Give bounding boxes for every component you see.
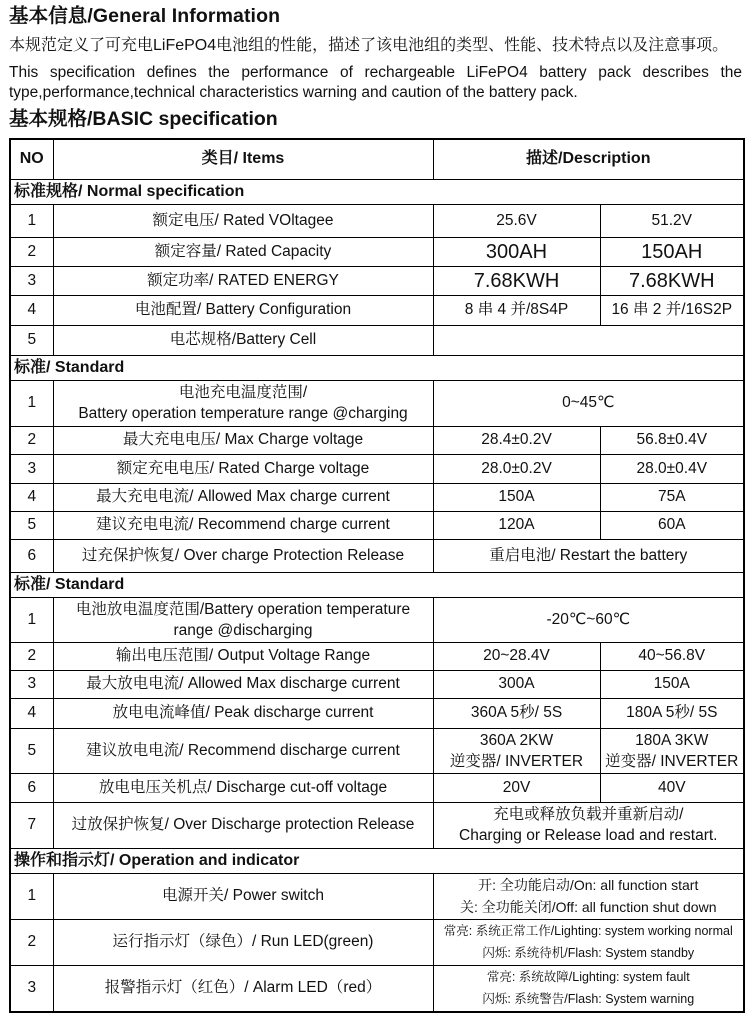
section-row-normal-specification <box>10 179 744 204</box>
value-cell-1: 20V <box>433 773 600 802</box>
table-row <box>10 698 744 728</box>
no-cell: 3 <box>10 670 53 698</box>
no-cell: 1 <box>10 380 53 426</box>
heading-basic-specification: 基本规格/BASIC specification <box>9 108 278 130</box>
no-cell: 4 <box>10 698 53 728</box>
value-cell-merged <box>433 965 744 1012</box>
no-cell: 5 <box>10 511 53 539</box>
item-cell: 运行指示灯（绿色）/ Run LED(green) <box>53 919 433 965</box>
no-cell: 3 <box>10 965 53 1012</box>
item-cell: 过放保护恢复/ Over Discharge protection Release <box>53 802 433 848</box>
value-cell-2: 150A <box>600 670 744 698</box>
col-header-description: 描述/Description <box>433 139 744 179</box>
no-cell: 3 <box>10 266 53 295</box>
value-line: 180A 3KW <box>635 731 709 749</box>
value-cell-2: 60A <box>600 511 744 539</box>
value-cell-merged <box>433 802 744 848</box>
value-cell-merged <box>433 873 744 919</box>
value-cell-merged: 重启电池/ Restart the battery <box>433 539 744 572</box>
value-cell-merged: 0~45℃ <box>433 380 744 426</box>
value-cell-1: 120A <box>433 511 600 539</box>
table-row <box>10 965 744 1012</box>
item-cell: 建议放电电流/ Recommend discharge current <box>53 728 433 773</box>
item-line: 电池放电温度范围/Battery operation temperature <box>75 600 411 618</box>
value-cell-2: 51.2V <box>600 204 744 237</box>
section-title: 操作和指示灯/ Operation and indicator <box>10 848 744 873</box>
value-cell-1: 150A <box>433 483 600 511</box>
item-cell: 放电电压关机点/ Discharge cut-off voltage <box>53 773 433 802</box>
value-line: 常亮: 系统故障/Lighting: system fault <box>486 970 690 985</box>
table-row <box>10 919 744 965</box>
no-cell: 7 <box>10 802 53 848</box>
value-line: 闪烁: 系统待机/Flash: System standby <box>482 946 695 960</box>
value-cell-1: 28.0±0.2V <box>433 454 600 483</box>
item-cell: 额定容量/ Rated Capacity <box>53 237 433 266</box>
value-cell-1: 8 串 4 并/8S4P <box>433 295 600 325</box>
item-cell: 电源开关/ Power switch <box>53 873 433 919</box>
section-title: 标准规格/ Normal specification <box>10 179 744 204</box>
table-row <box>10 597 744 642</box>
no-cell: 2 <box>10 919 53 965</box>
item-cell: 输出电压范围/ Output Voltage Range <box>53 642 433 670</box>
section-title: 标准/ Standard <box>10 572 744 597</box>
no-cell: 1 <box>10 204 53 237</box>
table-row <box>10 642 744 670</box>
item-cell: 最大充电电流/ Allowed Max charge current <box>53 483 433 511</box>
item-line: 电池充电温度范围/ <box>178 384 308 401</box>
table-row <box>10 802 744 848</box>
table-row <box>10 204 744 237</box>
item-cell: 电芯规格/Battery Cell <box>53 325 433 355</box>
value-cell-2: 7.68KWH <box>600 266 744 295</box>
table-header-row <box>10 139 744 179</box>
value-cell-merged <box>433 325 744 355</box>
value-cell-1: 28.4±0.2V <box>433 426 600 454</box>
table-row <box>10 511 744 539</box>
spec-table <box>9 138 745 1013</box>
value-line: Charging or Release load and restart. <box>459 827 718 844</box>
value-cell-2: 75A <box>600 483 744 511</box>
item-cell: 额定充电电压/ Rated Charge voltage <box>53 454 433 483</box>
section-row-operation-indicator <box>10 848 744 873</box>
table-row <box>10 773 744 802</box>
section-row-standard-charge <box>10 355 744 380</box>
table-row <box>10 380 744 426</box>
value-line: 360A 2KW <box>479 731 554 749</box>
no-cell: 6 <box>10 539 53 572</box>
no-cell: 2 <box>10 426 53 454</box>
value-cell-2: 40~56.8V <box>600 642 744 670</box>
value-line: 关: 全功能关闭/Off: all function shut down <box>459 899 717 915</box>
no-cell: 2 <box>10 237 53 266</box>
no-cell: 3 <box>10 454 53 483</box>
table-row <box>10 539 744 572</box>
value-cell-1: 300AH <box>433 237 600 266</box>
item-cell: 建议充电电流/ Recommend charge current <box>53 511 433 539</box>
no-cell: 5 <box>10 325 53 355</box>
value-cell-1: 360A 5秒/ 5S <box>433 698 600 728</box>
value-cell-2: 16 串 2 并/16S2P <box>600 295 744 325</box>
value-cell-2: 180A 5秒/ 5S <box>600 698 744 728</box>
no-cell: 1 <box>10 597 53 642</box>
table-row <box>10 873 744 919</box>
value-cell-1: 25.6V <box>433 204 600 237</box>
table-row <box>10 670 744 698</box>
item-line: Battery operation temperature range @charging <box>78 405 408 422</box>
value-line: 闪烁: 系统警告/Flash: System warning <box>482 992 695 1007</box>
item-cell: 额定电压/ Rated VOltagee <box>53 204 433 237</box>
value-cell-1: 7.68KWH <box>433 266 600 295</box>
table-row <box>10 483 744 511</box>
item-cell: 额定功率/ RATED ENERGY <box>53 266 433 295</box>
no-cell: 5 <box>10 728 53 773</box>
section-row-standard-discharge <box>10 572 744 597</box>
item-cell <box>53 597 433 642</box>
table-row <box>10 295 744 325</box>
item-cell: 过充保护恢复/ Over charge Protection Release <box>53 539 433 572</box>
value-cell-2: 150AH <box>600 237 744 266</box>
no-cell: 4 <box>10 483 53 511</box>
no-cell: 6 <box>10 773 53 802</box>
item-line: range @discharging <box>173 621 313 639</box>
value-cell-2 <box>600 728 744 773</box>
intro-paragraph-zh: 本规范定义了可充电LiFePO4电池组的性能，描述了该电池组的类型、性能、技术特点以及注意事项。 <box>9 37 729 54</box>
item-cell <box>53 380 433 426</box>
value-line: 常亮: 系统正常工作/Lighting: system working normal <box>443 924 733 938</box>
value-cell-merged: -20℃~60℃ <box>433 597 744 642</box>
item-cell: 最大放电电流/ Allowed Max discharge current <box>53 670 433 698</box>
value-line: 开: 全功能启动/On: all function start <box>478 877 699 893</box>
table-row <box>10 237 744 266</box>
item-cell: 报警指示灯（红色）/ Alarm LED（red） <box>53 965 433 1012</box>
col-header-items: 类目/ Items <box>53 139 433 179</box>
value-cell-1: 20~28.4V <box>433 642 600 670</box>
col-header-no: NO <box>10 139 53 179</box>
value-line: 逆变器/ INVERTER <box>449 752 584 770</box>
table-row <box>10 426 744 454</box>
no-cell: 1 <box>10 873 53 919</box>
item-cell: 电池配置/ Battery Configuration <box>53 295 433 325</box>
value-cell-2: 40V <box>600 773 744 802</box>
value-cell-2: 28.0±0.4V <box>600 454 744 483</box>
table-row <box>10 728 744 773</box>
value-line: 逆变器/ INVERTER <box>605 752 739 770</box>
value-cell-1 <box>433 728 600 773</box>
intro-paragraph-en: This specification defines the performance of rechargeable LiFePO4 battery pack describes the type,performance,technical characteristics warning and caution of the battery pack. <box>9 64 742 101</box>
table-row <box>10 266 744 295</box>
value-cell-merged <box>433 919 744 965</box>
table-row <box>10 454 744 483</box>
value-line: 充电或释放负载并重新启动/ <box>493 806 684 823</box>
item-cell: 放电电流峰值/ Peak discharge current <box>53 698 433 728</box>
table-row <box>10 325 744 355</box>
no-cell: 2 <box>10 642 53 670</box>
item-cell: 最大充电电压/ Max Charge voltage <box>53 426 433 454</box>
heading-general-information: 基本信息/General Information <box>9 5 281 27</box>
no-cell: 4 <box>10 295 53 325</box>
value-cell-2: 56.8±0.4V <box>600 426 744 454</box>
section-title: 标准/ Standard <box>10 355 744 380</box>
value-cell-1: 300A <box>433 670 600 698</box>
